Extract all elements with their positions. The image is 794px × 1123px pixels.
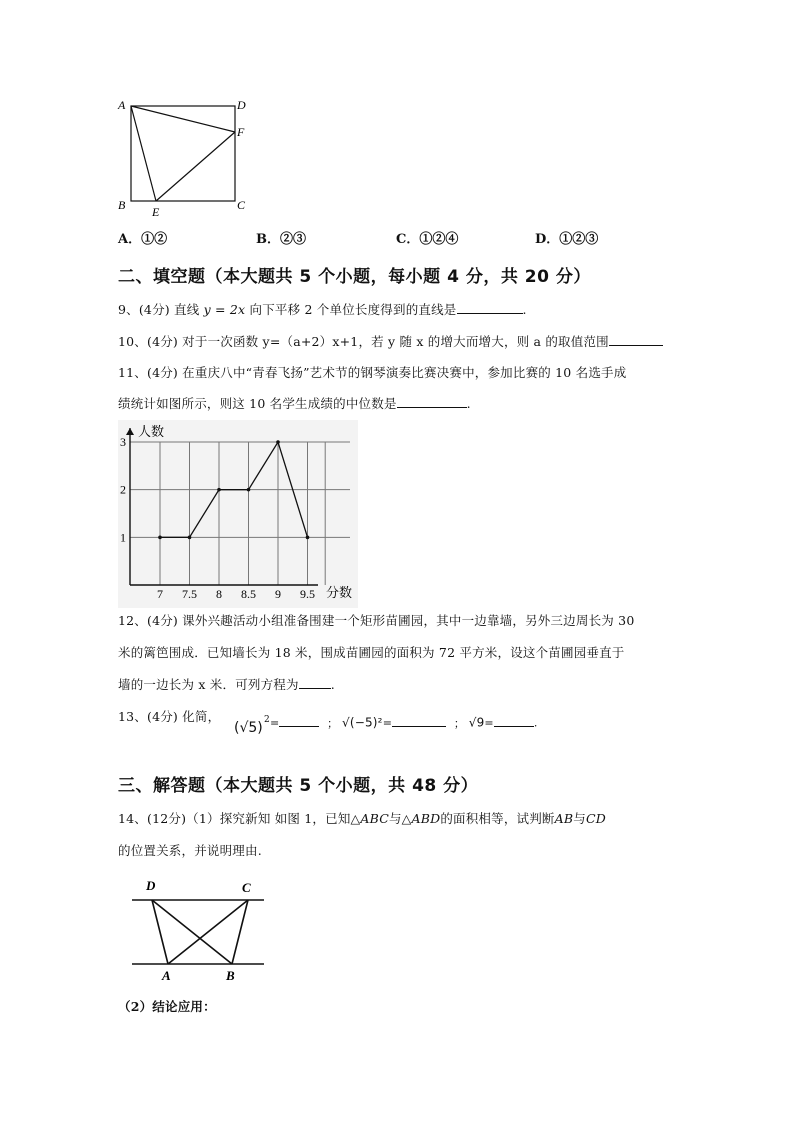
- label-c: C: [237, 198, 246, 212]
- data-point: [158, 536, 162, 540]
- q10-text: 10、(4分) 对于一次函数 y=（a+2）x+1，若 y 随 x 的增大而增大，则 a 的取值范围: [118, 334, 609, 349]
- label-a: A: [118, 98, 126, 112]
- question-12-line3: [118, 676, 335, 694]
- q13-rest: [264, 711, 538, 733]
- question-10: [118, 333, 663, 351]
- data-point: [306, 536, 310, 540]
- y-tick-label: 2: [120, 482, 126, 497]
- question-13: [118, 708, 220, 726]
- q10-answer-blank[interactable]: [609, 333, 663, 346]
- q14-mid: 与: [388, 811, 402, 826]
- option-a: A．①②: [118, 232, 168, 247]
- y-tick-label: 3: [120, 435, 126, 449]
- q11-end: .: [466, 396, 471, 411]
- q13-expr1: [234, 720, 263, 736]
- q14-mid2: 的面积相等，试判断: [440, 811, 555, 826]
- option-d: D．①②③: [535, 232, 599, 247]
- q13-blank-3[interactable]: [494, 714, 534, 727]
- x-tick-label: 9: [275, 587, 281, 601]
- q9-end: .: [522, 302, 527, 317]
- q13-expr2: √(−5)²: [341, 715, 383, 730]
- q14-seg-ab: AB: [554, 811, 574, 826]
- segment-da: [152, 900, 168, 964]
- y-tick-label: 1: [120, 530, 126, 545]
- square-abcd: [131, 106, 235, 201]
- section-2-title: 二、填空题（本大题共 5 个小题，每小题 4 分，共 20 分）: [118, 267, 591, 287]
- chart-x-label: 分数: [326, 585, 353, 600]
- q13-sep1: ；: [327, 716, 339, 730]
- data-point: [276, 440, 280, 444]
- label-e: E: [152, 205, 160, 219]
- q13-eq1: =: [269, 716, 280, 730]
- q11-answer-blank[interactable]: [397, 395, 467, 408]
- q14-mid3: 与: [573, 811, 586, 826]
- q14-triangle-abd: △ABD: [401, 811, 441, 826]
- q14-triangle-abc: △ABC: [350, 811, 389, 826]
- label-d: D: [237, 98, 246, 112]
- option-c: C．①②④: [396, 232, 459, 247]
- x-tick-label: 8.5: [241, 587, 256, 601]
- section-3-title: 三、解答题（本大题共 5 个小题，共 48 分）: [118, 776, 479, 796]
- segment-ca: [168, 900, 248, 964]
- q12-end: .: [330, 677, 335, 692]
- q13-prefix: 13、(4分) 化简，: [118, 709, 221, 724]
- q13-end: .: [533, 716, 538, 730]
- chart-background: [118, 420, 358, 608]
- square-figure: [112, 96, 262, 221]
- q13-eq2: =: [382, 716, 393, 730]
- q14-seg-cd: CD: [585, 811, 606, 826]
- segment-cb: [232, 900, 248, 964]
- q11-line2-text: 绩统计如图所示，则这 10 名学生成绩的中位数是: [118, 396, 397, 411]
- data-point: [217, 488, 221, 492]
- data-point: [188, 536, 192, 540]
- segment-db: [152, 900, 232, 964]
- question-14-line1: [118, 810, 606, 828]
- q9-prefix: 9、(4分) 直线: [118, 302, 200, 317]
- data-point: [247, 488, 251, 492]
- q9-answer-blank[interactable]: [457, 301, 523, 314]
- label-b: B: [118, 198, 126, 212]
- label-d2: D: [146, 878, 156, 893]
- score-chart: [118, 420, 358, 608]
- question-14-line2: 的位置关系，并说明理由.: [118, 843, 262, 858]
- label-f: F: [237, 125, 245, 139]
- x-tick-label: 7: [157, 587, 163, 601]
- q13-blank-1[interactable]: [279, 714, 319, 727]
- label-c2: C: [242, 880, 251, 895]
- chart-y-label: 人数: [138, 424, 165, 439]
- x-tick-label: 8: [216, 587, 222, 601]
- segment-af: [131, 106, 235, 132]
- x-tick-label: 9.5: [300, 587, 315, 601]
- q14-prefix: 14、(12分)（1）探究新知 如图 1，已知: [118, 811, 351, 826]
- x-tick-label: 7.5: [182, 587, 197, 601]
- q12-line3-text: 墙的一边长为 x 米．可列方程为: [118, 677, 299, 692]
- question-11-line2: [118, 395, 471, 413]
- segment-ef: [156, 132, 235, 201]
- label-b2: B: [226, 968, 235, 983]
- segment-ae: [131, 106, 156, 201]
- label-a2: A: [162, 968, 171, 983]
- q13-exp1: 2: [264, 715, 270, 725]
- question-12-line1: 12、(4分) 课外兴趣活动小组准备围建一个矩形苗圃园，其中一边靠墙，另外三边周长为 30: [118, 613, 635, 628]
- question-9: [118, 301, 527, 319]
- q9-equation: y = 2x: [203, 302, 246, 317]
- question-11-line1: 11、(4分) 在重庆八中“青春飞扬”艺术节的钢琴演奏比赛决赛中，参加比赛的 10 名选手成: [118, 365, 627, 380]
- q9-suffix: 向下平移 2 个单位长度得到的直线是: [249, 302, 457, 317]
- q13-expr3: √9: [468, 715, 485, 730]
- q13-expr1-base: (√5): [234, 720, 263, 736]
- question-12-line2: 米的篱笆围成．已知墙长为 18 米，围成苗圃园的面积为 72 平方米，设这个苗圃园垂直于: [118, 645, 625, 660]
- q13-sep2: ；: [453, 716, 466, 730]
- question-14-part2: （2）结论应用：: [118, 999, 216, 1014]
- q12-answer-blank[interactable]: [299, 676, 331, 689]
- parallel-lines-figure: [128, 874, 268, 986]
- q13-eq3: =: [484, 716, 494, 730]
- q13-blank-2[interactable]: [392, 714, 446, 727]
- option-b: B．②③: [256, 232, 306, 247]
